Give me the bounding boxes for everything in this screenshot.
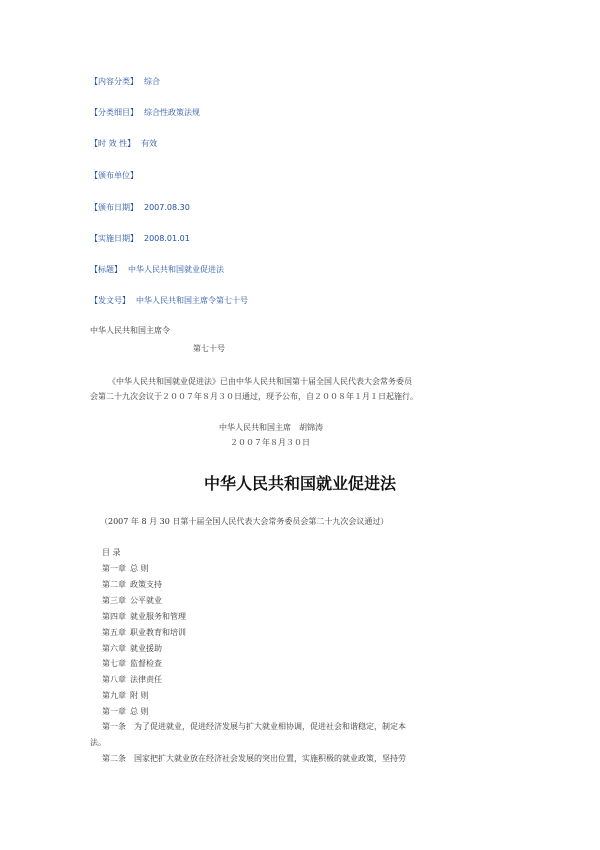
toc-item — [102, 580, 162, 590]
toc-item — [102, 691, 149, 701]
toc-chapter-name: 职业教育和培训 — [130, 628, 186, 637]
toc-chapter-name: 总 则 — [130, 707, 149, 716]
meta-value: 2007.08.30 — [144, 203, 190, 212]
article-1-line-2: 法。 — [90, 738, 106, 747]
meta-row-issuer — [90, 171, 144, 181]
meta-label: 【时 效 性】 — [90, 139, 136, 148]
toc-chapter-name: 公平就业 — [130, 596, 162, 605]
article-1-line-1: 第一条 为了促进就业，促进经济发展与扩大就业相协调，促进社会和谐稳定，制定本 — [102, 722, 406, 731]
meta-value: 2008.01.01 — [144, 234, 190, 243]
toc-chapter: 第三章 — [102, 596, 126, 605]
toc-item — [102, 644, 162, 654]
toc-item — [102, 707, 149, 717]
meta-label: 【分类细目】 — [90, 108, 138, 117]
meta-value: 有效 — [141, 139, 158, 148]
article-2-line-1: 第二条 国家把扩大就业放在经济社会发展的突出位置，实施积极的就业政策，坚持劳 — [102, 754, 406, 763]
meta-value: 中华人民共和国就业促进法 — [128, 265, 224, 274]
law-subtitle: （2007 年 8 月 30 日第十届全国人民代表大会常务委员会第二十九次会议通过） — [100, 517, 389, 526]
meta-row-category — [90, 77, 160, 87]
decree-body-line-1: 《中华人民共和国就业促进法》已由中华人民共和国第十届全国人民代表大会常务委员 — [108, 377, 412, 386]
toc-item — [102, 564, 149, 574]
meta-value: 中华人民共和国主席令第七十号 — [136, 296, 248, 305]
toc-chapter: 第七章 — [102, 659, 126, 668]
decree-body-line-2: 会第二十九次会议于２００７年８月３０日通过，现予公布，自２００８年１月１日起施行。 — [90, 392, 418, 401]
toc-item — [102, 612, 186, 622]
decree-date: ２００７年８月３０日 — [230, 438, 310, 447]
page-title: 中华人民共和国就业促进法 — [203, 474, 396, 493]
toc-chapter-name: 总 则 — [130, 564, 149, 573]
meta-label: 【发文号】 — [90, 296, 130, 305]
meta-row-issue-date — [90, 203, 190, 213]
decree-number: 第七十号 — [193, 344, 225, 353]
toc-item — [102, 628, 186, 638]
meta-row-subcategory — [90, 108, 200, 118]
decree-header: 中华人民共和国主席令 — [90, 326, 170, 335]
toc-chapter-name: 附 则 — [130, 691, 149, 700]
meta-value: 综合性政策法规 — [144, 108, 200, 117]
toc-item — [102, 675, 162, 685]
meta-label: 【标题】 — [90, 265, 122, 274]
toc-chapter: 第四章 — [102, 612, 126, 621]
meta-row-title — [90, 265, 224, 275]
toc-item — [102, 596, 162, 606]
decree-signature: 中华人民共和国主席 胡锦涛 — [219, 423, 323, 432]
meta-label: 【颁布单位】 — [90, 171, 138, 180]
meta-row-validity — [90, 139, 157, 149]
toc-chapter-name: 监督检查 — [130, 659, 162, 668]
meta-row-document-number — [90, 296, 248, 306]
toc-chapter-name: 就业服务和管理 — [130, 612, 186, 621]
meta-value: 综合 — [144, 77, 160, 86]
toc-chapter: 第五章 — [102, 628, 126, 637]
toc-chapter: 第一章 — [102, 564, 126, 573]
meta-label: 【内容分类】 — [90, 77, 138, 86]
toc-chapter-name: 就业援助 — [130, 644, 162, 653]
toc-chapter-name: 法律责任 — [130, 675, 162, 684]
meta-row-effective-date — [90, 234, 190, 244]
toc-chapter: 第二章 — [102, 580, 126, 589]
toc-chapter: 第九章 — [102, 691, 126, 700]
toc-chapter: 第八章 — [102, 675, 126, 684]
toc-chapter-name: 政策支持 — [130, 580, 162, 589]
meta-label: 【实施日期】 — [90, 234, 138, 243]
meta-label: 【颁布日期】 — [90, 203, 138, 212]
toc-item — [102, 659, 162, 669]
toc-heading: 目 录 — [102, 548, 121, 557]
toc-chapter: 第一章 — [102, 707, 126, 716]
toc-chapter: 第六章 — [102, 644, 126, 653]
